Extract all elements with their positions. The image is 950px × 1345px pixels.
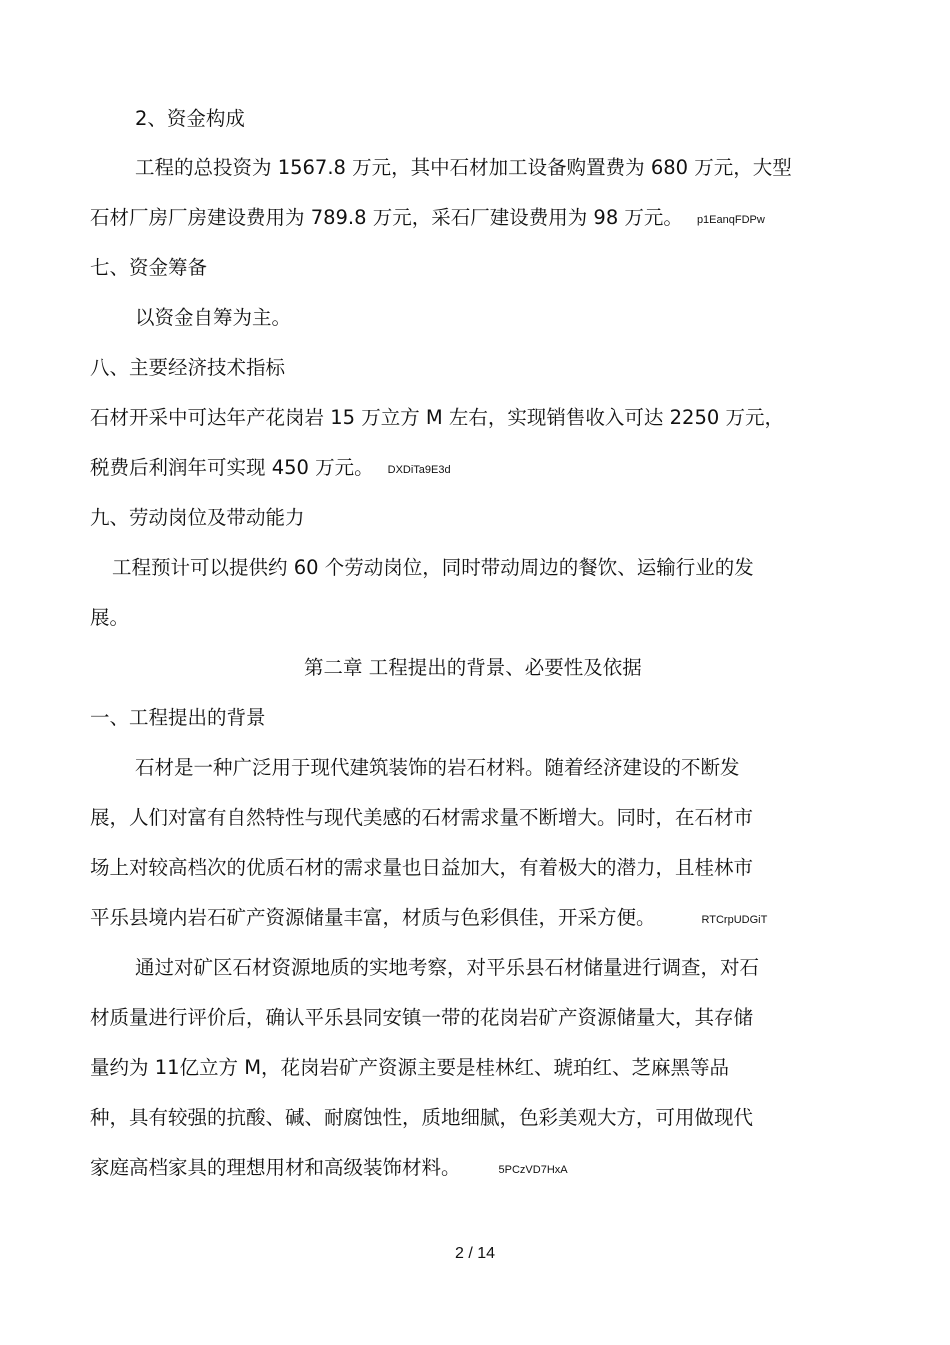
paragraph-line: 石材开采中可达年产花岗岩 15 万立方 M 左右，实现销售收入可达 2250 万元， bbox=[90, 406, 784, 429]
paragraph-line: 量约为 11亿立方 M，花岗岩矿产资源主要是桂林红、琥珀红、芝麻黑等品 bbox=[90, 1056, 730, 1079]
paragraph-line: 通过对矿区石材资源地质的实地考察，对平乐县石材储量进行调查，对石 bbox=[135, 956, 760, 979]
document-code: DXDiTa9E3d bbox=[387, 464, 451, 476]
page-number: 2 / 14 bbox=[454, 1245, 496, 1262]
paragraph-line: 税费后利润年可实现 450 万元。 DXDiTa9E3d bbox=[90, 456, 451, 479]
paragraph-line: 石材是一种广泛用于现代建筑装饰的岩石材料。随着经济建设的不断发 bbox=[135, 756, 740, 779]
paragraph-line: 种，具有较强的抗酸、碱、耐腐蚀性，质地细腻，色彩美观大方，可用做现代 bbox=[90, 1106, 754, 1129]
section-heading-funding-composition: 2、资金构成 bbox=[135, 107, 245, 130]
paragraph-line: 材质量进行评价后，确认平乐县同安镇一带的花岗岩矿产资源储量大，其存储 bbox=[90, 1006, 754, 1029]
document-code: RTCrpUDGiT bbox=[701, 914, 768, 926]
paragraph-line: 工程预计可以提供约 60 个劳动岗位，同时带动周边的餐饮、运输行业的发 bbox=[112, 556, 754, 579]
paragraph-line: 展。 bbox=[90, 606, 130, 629]
paragraph-line: 平乐县境内岩石矿产资源储量丰富，材质与色彩俱佳，开采方便。 RTCrpUDGiT bbox=[90, 906, 768, 929]
chapter-title: 第二章 工程提出的背景、必要性及依据 bbox=[304, 656, 642, 679]
document-code: p1EanqFDPw bbox=[696, 214, 765, 226]
paragraph-line: 工程的总投资为 1567.8 万元，其中石材加工设备购置费为 680 万元，大型 bbox=[135, 156, 792, 179]
paragraph-line: 家庭高档家具的理想用材和高级装饰材料。 5PCzVD7HxA bbox=[90, 1156, 568, 1179]
section-heading-economic-indicators: 八、主要经济技术指标 bbox=[90, 356, 286, 379]
document-code: 5PCzVD7HxA bbox=[498, 1164, 568, 1176]
paragraph-line: 石材厂房厂房建设费用为 789.8 万元，采石厂建设费用为 98 万元。 p1EanqFDPw bbox=[90, 206, 765, 229]
section-heading-background: 一、工程提出的背景 bbox=[90, 706, 266, 729]
paragraph-line: 以资金自筹为主。 bbox=[135, 306, 292, 329]
section-heading-labor-positions: 九、劳动岗位及带动能力 bbox=[90, 506, 305, 529]
paragraph-line: 展，人们对富有自然特性与现代美感的石材需求量不断增大。同时，在石材市 bbox=[90, 806, 754, 829]
section-heading-funding-preparation: 七、资金筹备 bbox=[90, 256, 208, 279]
paragraph-line: 场上对较高档次的优质石材的需求量也日益加大，有着极大的潜力，且桂林市 bbox=[90, 856, 754, 879]
